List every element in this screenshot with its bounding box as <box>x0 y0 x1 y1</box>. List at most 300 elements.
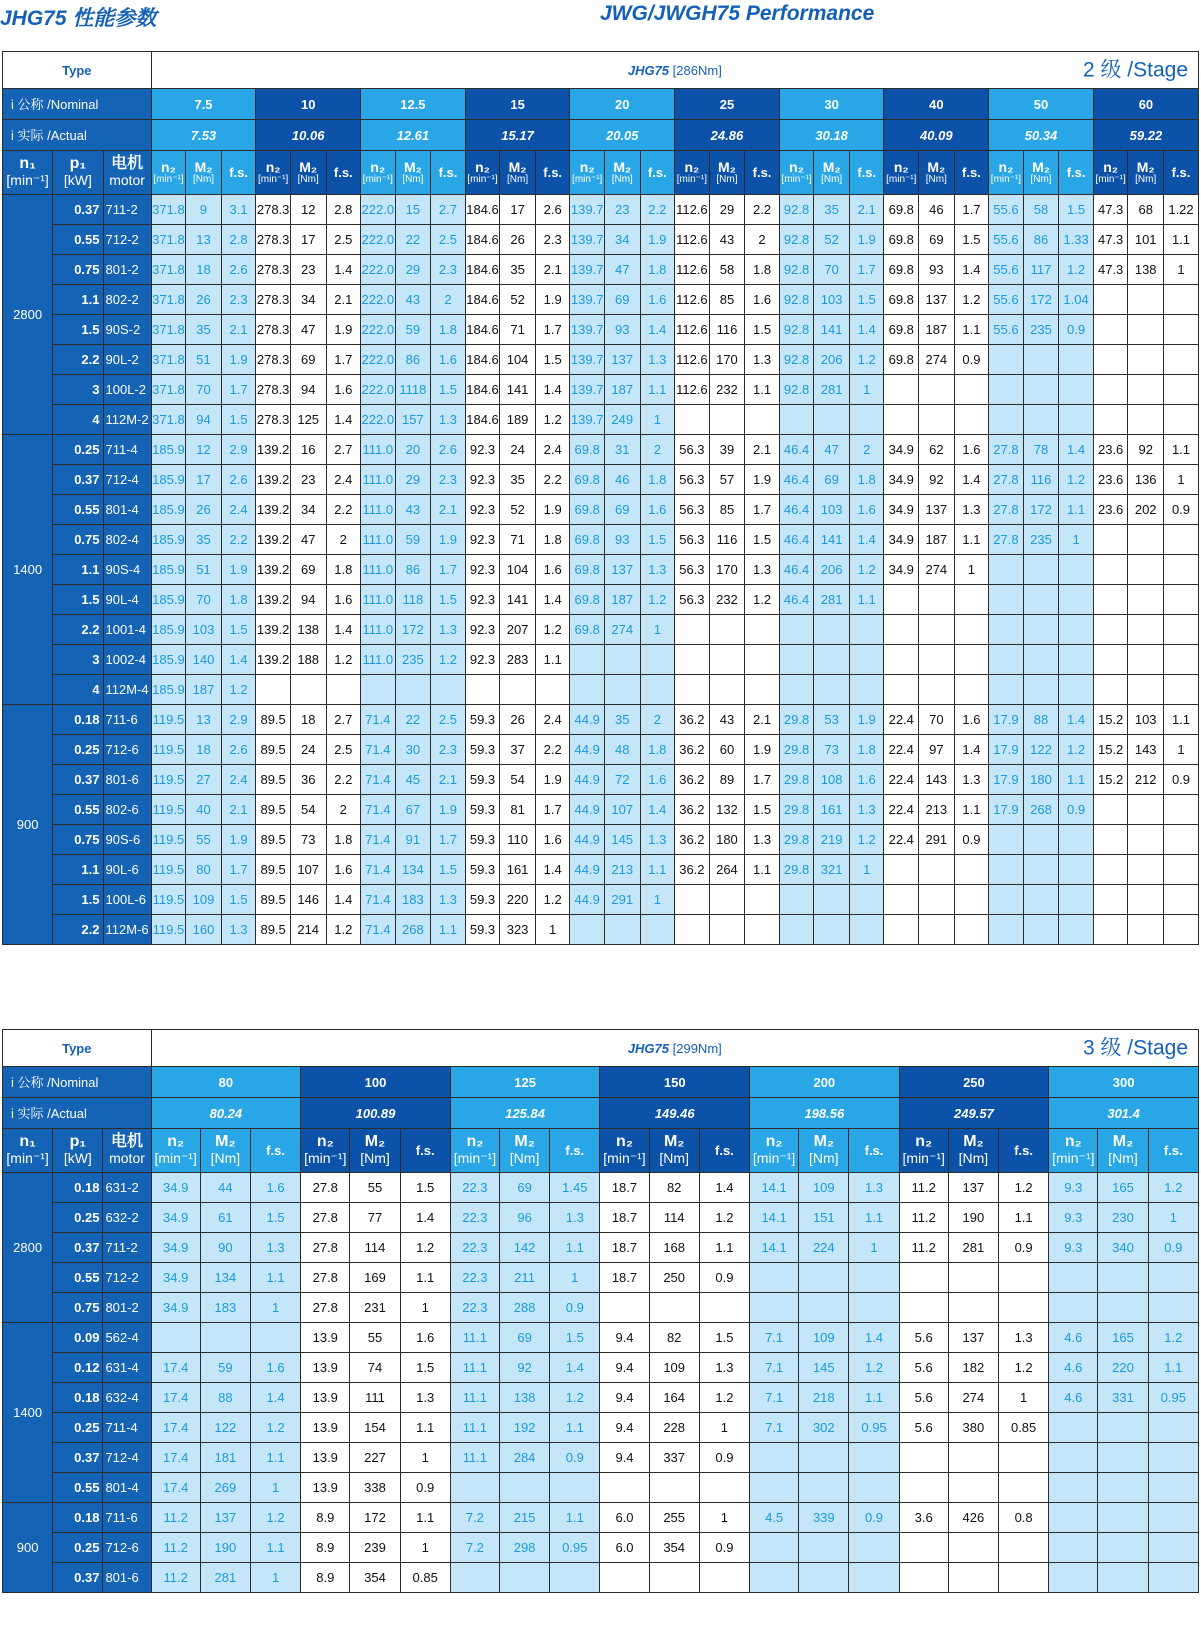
fs-value: 1 <box>849 855 884 885</box>
fs-value <box>1164 585 1199 615</box>
motor-code: 112M-2 <box>103 405 151 435</box>
table-row <box>3 1413 1199 1443</box>
table-row <box>3 1173 1199 1203</box>
n2-value: 92.8 <box>779 225 814 255</box>
m2-value <box>1023 885 1059 915</box>
n2-value: 34.9 <box>151 1233 200 1263</box>
m2-value: 219 <box>814 825 850 855</box>
m2-header <box>500 151 536 195</box>
motor-code: 631-2 <box>103 1173 151 1203</box>
m2-value: 35 <box>186 525 222 555</box>
fs-value: 1.6 <box>535 825 570 855</box>
m2-value: 109 <box>799 1173 849 1203</box>
n2-value: 119.5 <box>151 855 186 885</box>
table-row <box>3 1503 1199 1533</box>
fs-header: f.s. <box>699 1129 749 1173</box>
m2-value: 137 <box>919 495 955 525</box>
fs-value: 0.9 <box>550 1293 600 1323</box>
n2-value <box>1093 855 1128 885</box>
fs-value: 1.4 <box>535 855 570 885</box>
n2-value: 34.9 <box>151 1173 200 1203</box>
power-value: 0.75 <box>53 525 103 555</box>
m2-value: 138 <box>1128 255 1164 285</box>
m2-value <box>814 675 850 705</box>
fs-value: 1.4 <box>954 255 989 285</box>
fs-value <box>745 645 780 675</box>
fs-value <box>640 915 675 945</box>
m2-value: 202 <box>1128 495 1164 525</box>
m2-value: 35 <box>500 255 536 285</box>
n2-value: 6.0 <box>600 1533 649 1563</box>
fs-value: 1.5 <box>221 885 256 915</box>
n2-value: 371.8 <box>151 315 186 345</box>
fs-value: 1 <box>1164 255 1199 285</box>
n2-value: 69.8 <box>570 435 605 465</box>
fs-value: 1.5 <box>431 855 466 885</box>
n2-value: 139.7 <box>570 405 605 435</box>
n2-value: 119.5 <box>151 825 186 855</box>
m2-value: 337 <box>649 1443 699 1473</box>
fs-value: 1.5 <box>400 1173 450 1203</box>
fs-value <box>849 1293 899 1323</box>
m2-value: 40 <box>186 795 222 825</box>
m2-value: 72 <box>604 765 640 795</box>
m2-value: 54 <box>500 765 536 795</box>
fs-value: 1.3 <box>849 1173 899 1203</box>
m2-value: 13 <box>186 705 222 735</box>
n2-value <box>1049 1293 1098 1323</box>
n2-value <box>1049 1473 1098 1503</box>
m2-value: 354 <box>350 1563 400 1593</box>
power-value: 1.5 <box>53 885 103 915</box>
actual-ratio: 59.22 <box>1093 120 1198 151</box>
m2-value <box>200 1323 250 1353</box>
m2-value: 69 <box>499 1323 549 1353</box>
m2-value: 31 <box>604 435 640 465</box>
m2-value: 157 <box>395 405 431 435</box>
m2-header <box>1128 151 1164 195</box>
fs-value <box>999 1473 1049 1503</box>
m2-value: 170 <box>709 555 745 585</box>
fs-value: 1.2 <box>535 405 570 435</box>
power-value: 0.25 <box>53 735 103 765</box>
nominal-row <box>3 89 1199 120</box>
table-row <box>3 825 1199 855</box>
fs-value: 1.6 <box>431 345 466 375</box>
n2-value: 17.9 <box>989 735 1024 765</box>
fs-value: 1.2 <box>745 585 780 615</box>
input-speed: 2800 <box>3 1173 53 1323</box>
m2-header-unit: [Nm] <box>297 174 319 186</box>
n2-header-symbol: n₂ <box>466 1133 484 1151</box>
fs-value: 1 <box>954 555 989 585</box>
n2-header <box>151 1129 200 1173</box>
fs-value <box>1148 1563 1198 1593</box>
n2-value: 22.3 <box>450 1173 499 1203</box>
fs-value: 1.7 <box>954 195 989 225</box>
m2-value: 29 <box>395 465 431 495</box>
m2-header-unit: [Nm] <box>210 1150 241 1167</box>
fs-value: 3.1 <box>221 195 256 225</box>
n2-value <box>884 645 919 675</box>
m2-value: 46 <box>604 465 640 495</box>
m2-header-symbol: M₂ <box>963 1133 984 1151</box>
n2-value <box>884 675 919 705</box>
fs-value <box>849 1443 899 1473</box>
fs-value: 1.3 <box>954 495 989 525</box>
table-row <box>3 225 1199 255</box>
fs-header: f.s. <box>1164 151 1199 195</box>
n2-value: 112.6 <box>675 255 710 285</box>
m2-value: 224 <box>799 1233 849 1263</box>
n2-value <box>884 885 919 915</box>
n2-header <box>151 151 186 195</box>
n2-value: 29.8 <box>779 765 814 795</box>
fs-value: 1.3 <box>954 765 989 795</box>
n2-value: 222.0 <box>361 405 396 435</box>
m2-value: 230 <box>1098 1203 1148 1233</box>
m2-value <box>1023 825 1059 855</box>
m2-value: 47 <box>290 315 326 345</box>
n1-header-unit: [min⁻¹] <box>6 172 49 189</box>
fs-value: 1.1 <box>550 1233 600 1263</box>
fs-value: 1.7 <box>535 315 570 345</box>
n2-value: 22.4 <box>884 705 919 735</box>
n2-value <box>899 1533 948 1563</box>
n2-value: 184.6 <box>465 255 500 285</box>
table-row <box>3 855 1199 885</box>
n2-value <box>899 1263 948 1293</box>
m2-value: 94 <box>290 375 326 405</box>
fs-header: f.s. <box>954 151 989 195</box>
fs-value: 1.1 <box>400 1413 450 1443</box>
n2-value: 36.2 <box>675 735 710 765</box>
m2-value: 187 <box>604 375 640 405</box>
fs-value: 1 <box>1148 1203 1198 1233</box>
n2-value: 92.8 <box>779 375 814 405</box>
n2-value: 184.6 <box>465 345 500 375</box>
fs-value: 1 <box>250 1563 300 1593</box>
motor-code: 1002-4 <box>103 645 151 675</box>
n2-value: 139.7 <box>570 285 605 315</box>
n2-value: 89.5 <box>256 885 291 915</box>
m2-value: 69 <box>290 345 326 375</box>
m2-value <box>948 1263 998 1293</box>
m2-value: 12 <box>186 435 222 465</box>
n2-value: 185.9 <box>151 675 186 705</box>
n2-value: 139.7 <box>570 345 605 375</box>
m2-value: 122 <box>1023 735 1059 765</box>
nominal-ratio: 125 <box>450 1067 600 1098</box>
n2-header <box>450 1129 499 1173</box>
fs-value: 1.7 <box>431 555 466 585</box>
fs-value: 2 <box>326 525 361 555</box>
fs-value: 1.5 <box>1059 195 1094 225</box>
n2-header-symbol: n₂ <box>616 1133 633 1151</box>
n2-header-symbol: n₂ <box>998 158 1014 175</box>
power-value: 4 <box>53 405 103 435</box>
m2-value: 18 <box>186 255 222 285</box>
page-title-cn: JHG75 性能参数 <box>0 7 157 30</box>
m2-value: 142 <box>499 1233 549 1263</box>
m2-value: 53 <box>814 705 850 735</box>
fs-value: 2.7 <box>326 705 361 735</box>
n2-value <box>675 645 710 675</box>
n2-value <box>779 675 814 705</box>
fs-value: 1 <box>999 1383 1049 1413</box>
table-row <box>3 1563 1199 1593</box>
actual-ratio: 149.46 <box>600 1098 750 1129</box>
n2-value: 278.3 <box>256 345 291 375</box>
fs-value: 2.5 <box>326 735 361 765</box>
n2-value: 222.0 <box>361 375 396 405</box>
m2-value <box>1023 615 1059 645</box>
n2-value: 71.4 <box>361 855 396 885</box>
fs-value <box>999 1263 1049 1293</box>
m2-value: 34 <box>290 495 326 525</box>
m2-header-symbol: M₂ <box>1032 158 1050 175</box>
fs-value: 1.5 <box>431 585 466 615</box>
fs-value: 0.9 <box>550 1443 600 1473</box>
n2-header-unit: [min⁻¹] <box>362 174 393 186</box>
fs-value: 1.9 <box>221 825 256 855</box>
m2-header-unit: [Nm] <box>1135 174 1157 186</box>
m2-value: 190 <box>200 1533 250 1563</box>
fs-value: 1 <box>400 1533 450 1563</box>
fs-value: 1.8 <box>745 255 780 285</box>
fs-value: 2.7 <box>326 435 361 465</box>
n2-value: 18.7 <box>600 1263 649 1293</box>
fs-value: 1.2 <box>326 645 361 675</box>
m2-value: 114 <box>350 1233 400 1263</box>
m2-value: 43 <box>709 705 745 735</box>
m2-header-unit: [Nm] <box>925 174 947 186</box>
m2-value: 24 <box>290 735 326 765</box>
m2-value <box>1098 1443 1148 1473</box>
m2-value: 218 <box>799 1383 849 1413</box>
m2-value: 103 <box>814 285 850 315</box>
input-speed: 900 <box>3 705 53 945</box>
n2-header <box>256 151 291 195</box>
motor-header-unit: motor <box>109 172 145 189</box>
model-torque: [299Nm] <box>672 1040 722 1056</box>
motor-header <box>103 1129 151 1173</box>
fs-value <box>1059 345 1094 375</box>
m2-value: 172 <box>395 615 431 645</box>
n1-header <box>3 151 53 195</box>
m2-value <box>1023 645 1059 675</box>
m2-value: 180 <box>709 825 745 855</box>
page-title-en: JWG/JWGH75 Performance <box>600 2 875 25</box>
m2-value: 110 <box>500 825 536 855</box>
fs-value <box>1164 645 1199 675</box>
m2-value: 111 <box>350 1383 400 1413</box>
m2-value: 132 <box>709 795 745 825</box>
m2-value: 206 <box>814 555 850 585</box>
nominal-ratio: 7.5 <box>151 89 256 120</box>
m2-value <box>1128 285 1164 315</box>
m2-value: 187 <box>186 675 222 705</box>
nominal-ratio: 200 <box>750 1067 900 1098</box>
n2-value: 9.4 <box>600 1413 649 1443</box>
motor-code: 712-4 <box>103 1443 151 1473</box>
fs-value <box>999 1443 1049 1473</box>
n2-value: 278.3 <box>256 315 291 345</box>
n2-value: 71.4 <box>361 765 396 795</box>
n2-value: 4.6 <box>1049 1323 1098 1353</box>
fs-value: 2.8 <box>326 195 361 225</box>
n2-value: 22.4 <box>884 765 919 795</box>
fs-value: 1.1 <box>954 315 989 345</box>
m2-value <box>919 915 955 945</box>
n2-value: 36.2 <box>675 855 710 885</box>
m2-value <box>1128 525 1164 555</box>
table-row <box>3 525 1199 555</box>
fs-value: 0.95 <box>1148 1383 1198 1413</box>
m2-value: 70 <box>814 255 850 285</box>
n2-value: 71.4 <box>361 915 396 945</box>
n2-value <box>600 1563 649 1593</box>
fs-value: 2 <box>640 435 675 465</box>
m2-value <box>919 375 955 405</box>
m2-value: 165 <box>1098 1323 1148 1353</box>
table-row <box>3 1443 1199 1473</box>
fs-value <box>1164 885 1199 915</box>
fs-value: 1 <box>849 1233 899 1263</box>
m2-value <box>1128 315 1164 345</box>
m2-value <box>709 915 745 945</box>
fs-value <box>849 675 884 705</box>
fs-value: 1.4 <box>326 615 361 645</box>
n2-value: 46.4 <box>779 495 814 525</box>
m2-value: 250 <box>649 1263 699 1293</box>
m2-value: 86 <box>395 345 431 375</box>
m2-value <box>604 675 640 705</box>
m2-value: 57 <box>709 465 745 495</box>
n2-value: 22.4 <box>884 825 919 855</box>
fs-value: 1.2 <box>535 885 570 915</box>
m2-value: 136 <box>1128 465 1164 495</box>
fs-value: 1.6 <box>250 1173 300 1203</box>
power-value: 0.09 <box>53 1323 103 1353</box>
fs-value: 1.1 <box>1164 225 1199 255</box>
m2-value <box>1098 1473 1148 1503</box>
n2-value: 36.2 <box>675 705 710 735</box>
m2-value: 37 <box>500 735 536 765</box>
fs-value: 0.9 <box>1164 765 1199 795</box>
m2-value: 47 <box>814 435 850 465</box>
fs-value: 1.7 <box>221 855 256 885</box>
table-row <box>3 495 1199 525</box>
m2-value: 140 <box>186 645 222 675</box>
m2-value: 207 <box>500 615 536 645</box>
fs-value: 0.9 <box>699 1443 749 1473</box>
n2-header <box>899 1129 948 1173</box>
m2-value: 1118 <box>395 375 431 405</box>
fs-value: 1 <box>1164 735 1199 765</box>
fs-value <box>640 675 675 705</box>
fs-value: 1.8 <box>640 735 675 765</box>
m2-value: 281 <box>814 585 850 615</box>
actual-ratio: 80.24 <box>151 1098 301 1129</box>
fs-value: 1 <box>535 915 570 945</box>
n2-value <box>1093 795 1128 825</box>
power-value: 2.2 <box>53 615 103 645</box>
m2-value <box>395 675 431 705</box>
m2-value <box>919 885 955 915</box>
table-row <box>3 1323 1199 1353</box>
n2-header-symbol: n₂ <box>316 1133 334 1151</box>
n2-value: 29.8 <box>779 795 814 825</box>
power-value: 2.2 <box>53 345 103 375</box>
fs-value: 0.85 <box>999 1413 1049 1443</box>
n2-value: 27.8 <box>301 1263 350 1293</box>
m2-header-symbol: M₂ <box>403 158 422 175</box>
m2-value: 143 <box>919 765 955 795</box>
power-value: 0.25 <box>53 1533 103 1563</box>
fs-value: 1.4 <box>550 1353 600 1383</box>
fs-value: 1.3 <box>849 795 884 825</box>
fs-value <box>954 645 989 675</box>
n2-value <box>1093 915 1128 945</box>
m2-value: 291 <box>919 825 955 855</box>
n2-value <box>1093 825 1128 855</box>
m2-value: 29 <box>709 195 745 225</box>
n2-value: 139.7 <box>570 255 605 285</box>
fs-value <box>1059 855 1094 885</box>
fs-header: f.s. <box>400 1129 450 1173</box>
table-row <box>3 615 1199 645</box>
m2-header <box>1098 1129 1148 1173</box>
fs-value: 1.1 <box>1148 1353 1198 1383</box>
n2-header-symbol: n₂ <box>915 1133 933 1151</box>
m2-value <box>948 1473 998 1503</box>
m2-value <box>1023 585 1059 615</box>
m2-value <box>948 1443 998 1473</box>
fs-header: f.s. <box>1148 1129 1198 1173</box>
n2-header-unit: [min⁻¹] <box>453 1150 497 1167</box>
fs-value <box>745 915 780 945</box>
m2-value: 29 <box>395 255 431 285</box>
fs-value: 1.9 <box>431 795 466 825</box>
m2-value: 268 <box>1023 795 1059 825</box>
n2-value: 8.9 <box>301 1503 350 1533</box>
n2-value <box>989 885 1024 915</box>
m2-value <box>1128 405 1164 435</box>
m2-header-unit: [Nm] <box>958 1150 989 1167</box>
n2-value: 14.1 <box>750 1233 799 1263</box>
m2-value <box>919 585 955 615</box>
fs-value: 1.22 <box>1164 195 1199 225</box>
n2-header <box>570 151 605 195</box>
m2-value: 284 <box>499 1443 549 1473</box>
n2-value: 185.9 <box>151 525 186 555</box>
power-value: 0.55 <box>53 495 103 525</box>
n2-header-symbol: n₂ <box>1064 1133 1082 1151</box>
m2-value: 161 <box>814 795 850 825</box>
n2-value: 22.3 <box>450 1293 499 1323</box>
motor-code: 712-6 <box>103 1533 151 1563</box>
n2-value <box>1093 585 1128 615</box>
fs-value: 1.45 <box>550 1173 600 1203</box>
n2-value: 5.6 <box>899 1383 948 1413</box>
motor-code: 562-4 <box>103 1323 151 1353</box>
model-name: JHG75 <box>627 1040 669 1056</box>
m2-header <box>604 151 640 195</box>
n2-value: 11.1 <box>450 1413 499 1443</box>
m2-value <box>814 615 850 645</box>
table-row <box>3 405 1199 435</box>
